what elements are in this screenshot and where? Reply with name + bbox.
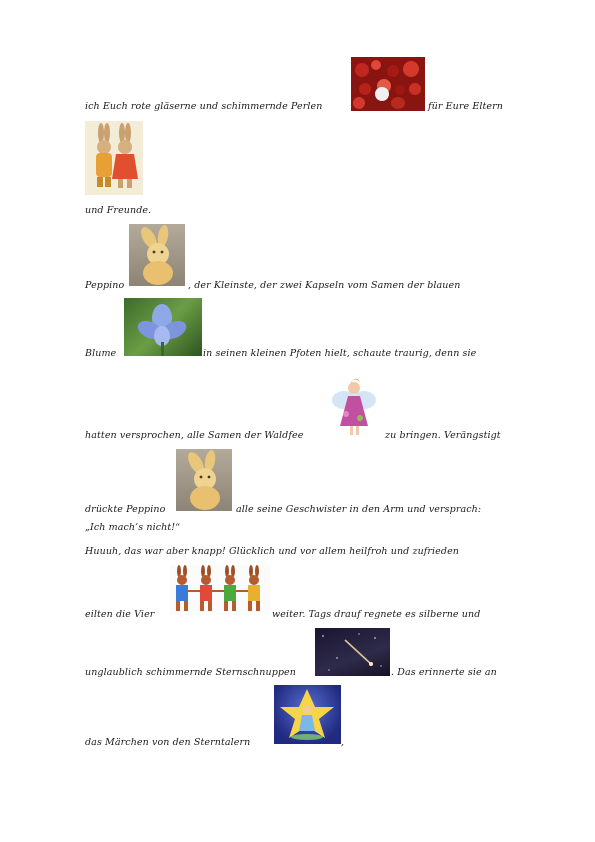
text-line-5-end: zu bringen. Verängstigt	[385, 430, 501, 441]
text-line-1-end: für Eure Eltern	[428, 101, 504, 112]
text-line-3: Peppino	[85, 280, 125, 291]
text-line-10-end: . Das erinnerte sie an	[391, 667, 497, 678]
text-line-6: drückte Peppino	[85, 504, 166, 515]
peppino-bunny-image	[129, 224, 185, 286]
peppino-bunny-image-2	[176, 449, 232, 511]
text-line-11: das Märchen von den Sterntalern	[85, 737, 251, 748]
text-line-9: eilten die Vier	[85, 609, 155, 620]
red-beads-image	[351, 57, 425, 111]
shooting-star-image	[315, 628, 390, 676]
text-line-3-end: , der Kleinste, der zwei Kapseln vom Samen der blauen	[188, 280, 461, 291]
text-line-10: unglaublich schimmernde Sternschnuppen	[85, 667, 296, 678]
text-line-9-end: weiter. Tags drauf regnete es silberne und	[272, 609, 481, 620]
text-line-4: Blume	[85, 348, 117, 359]
easter-bunnies-image	[85, 121, 143, 195]
forest-fairy-image	[330, 374, 378, 440]
text-line-7: „Ich mach’s nicht!“	[85, 522, 181, 533]
text-line-1: ich Euch rote gläserne und schimmernde Perlen	[85, 101, 323, 112]
star-taler-image	[274, 685, 341, 744]
text-line-8: Huuuh, das war aber knapp! Glücklich und vor allem heilfroh und zufrieden	[85, 546, 460, 557]
text-line-2: und Freunde.	[85, 205, 152, 216]
text-line-4-end: in seinen kleinen Pfoten hielt, schaute traurig, denn sie	[203, 348, 477, 359]
text-line-6-end: alle seine Geschwister in den Arm und versprach:	[236, 504, 482, 515]
four-bunnies-drawing-image	[170, 565, 270, 615]
text-line-5: hatten versprochen, alle Samen der Waldfee	[85, 430, 304, 441]
blue-iris-image	[124, 298, 202, 356]
text-line-11-end: ,	[341, 737, 345, 748]
